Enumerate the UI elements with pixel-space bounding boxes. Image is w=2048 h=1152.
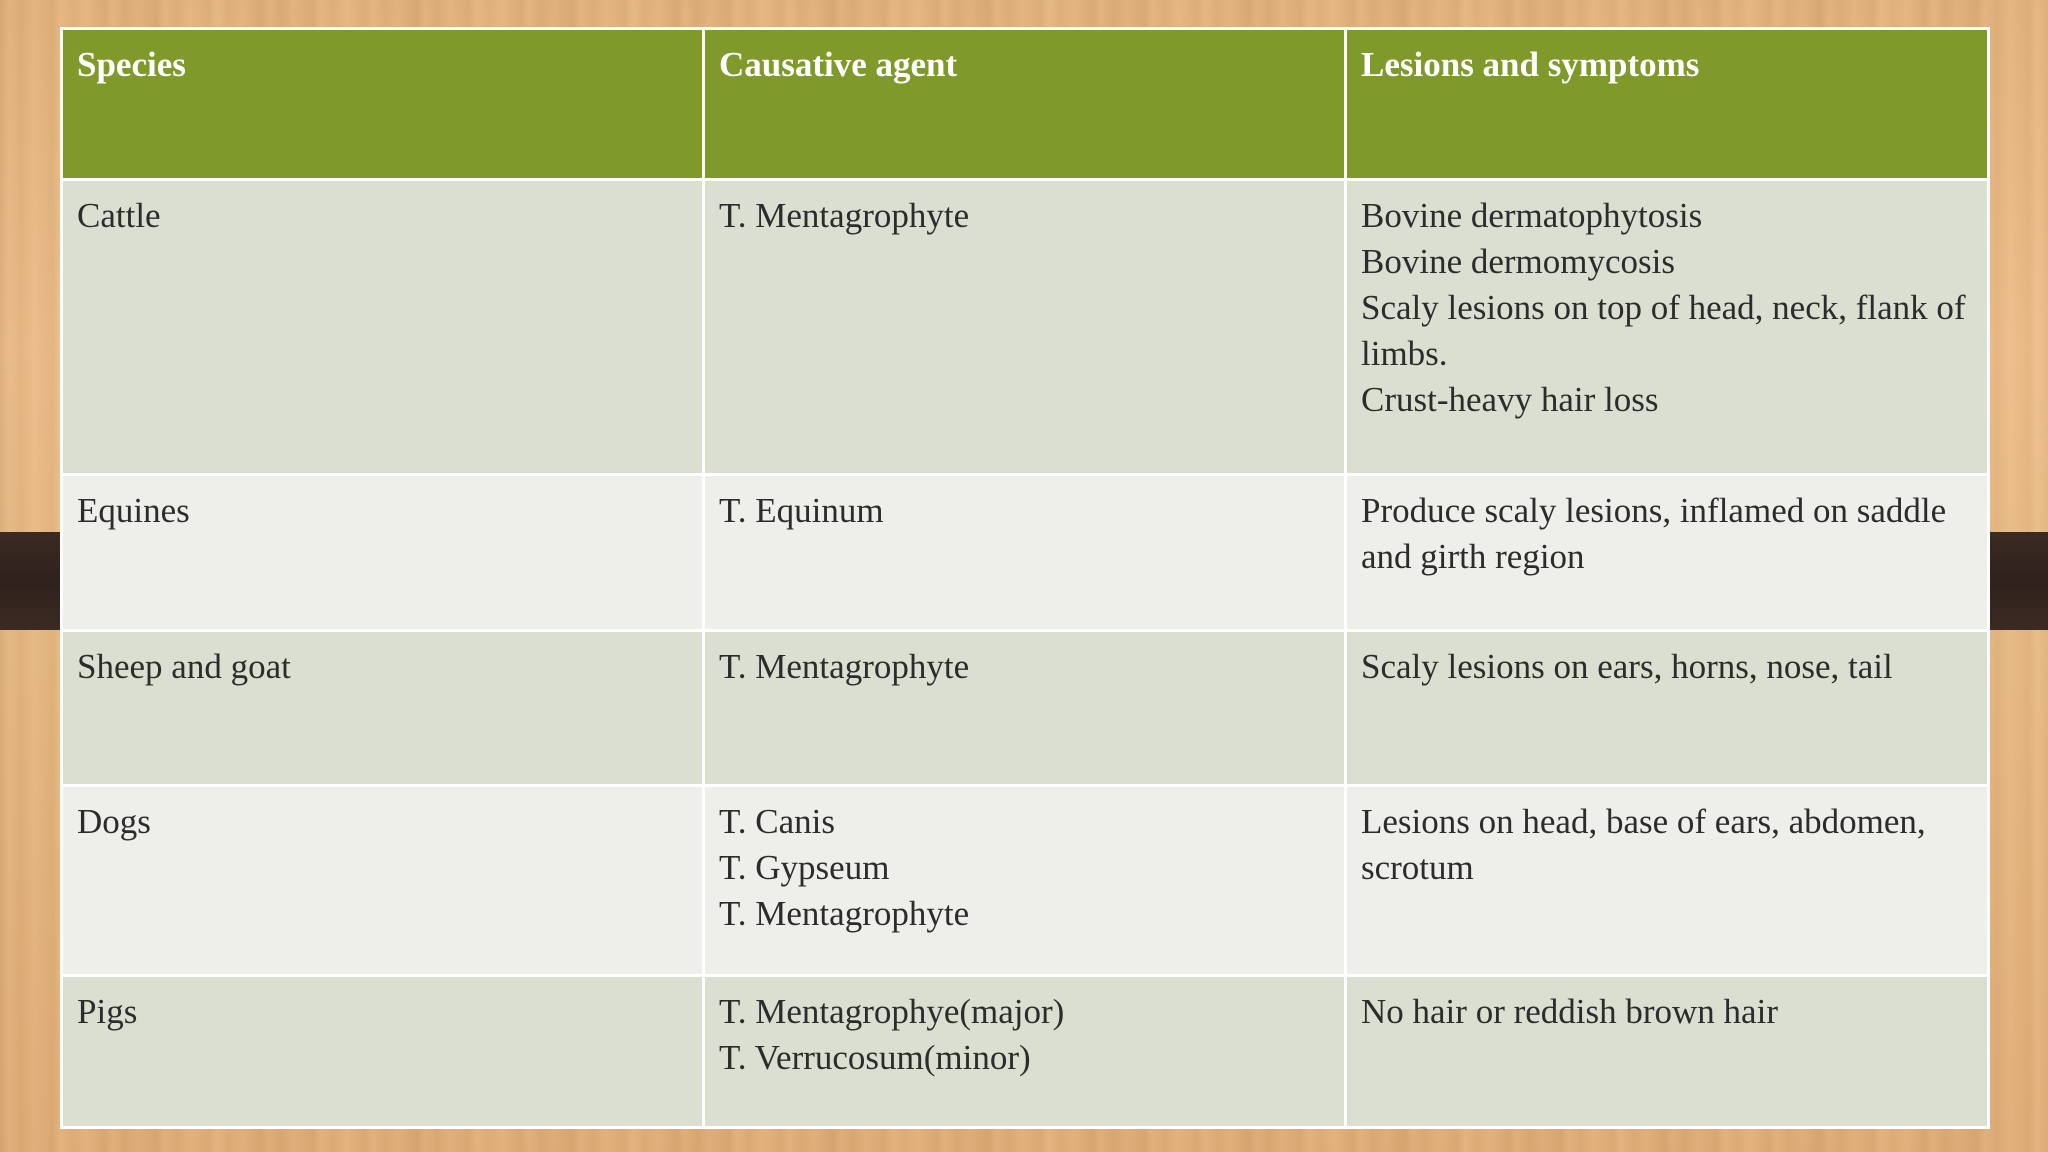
- cell-species: Equines: [62, 475, 704, 631]
- agent-line: T. Mentagrophyte: [719, 647, 970, 686]
- cell-species: Dogs: [62, 786, 704, 976]
- header-lesions-symptoms: Lesions and symptoms: [1346, 29, 1989, 180]
- lesion-line: Lesions on head, base of ears, abdomen, scrotum: [1361, 802, 1926, 887]
- agent-line: T. Equinum: [719, 491, 884, 530]
- cell-agent: [704, 475, 1346, 631]
- table-row: [62, 786, 1989, 976]
- lesion-line: Bovine dermomycosis: [1361, 242, 1675, 281]
- cell-agent: [704, 180, 1346, 475]
- lesion-line: Scaly lesions on top of head, neck, flank of limbs.: [1361, 288, 1966, 373]
- table-row: [62, 475, 1989, 631]
- cell-agent: [704, 976, 1346, 1128]
- cell-agent: [704, 631, 1346, 786]
- cell-species: Pigs: [62, 976, 704, 1128]
- lesion-line: Produce scaly lesions, inflamed on saddle and girth region: [1361, 491, 1947, 576]
- lesion-line: No hair or reddish brown hair: [1361, 992, 1778, 1031]
- agent-line: T. Mentagrophyte: [719, 196, 970, 235]
- cell-agent: [704, 786, 1346, 976]
- cell-lesions: [1346, 475, 1989, 631]
- cell-species: Cattle: [62, 180, 704, 475]
- table-header-row: [62, 29, 1989, 180]
- header-species: Species: [62, 29, 704, 180]
- dermatophytosis-table: [60, 27, 1990, 1129]
- lesion-line: Scaly lesions on ears, horns, nose, tail: [1361, 647, 1893, 686]
- table-row: [62, 180, 1989, 475]
- agent-line: T. Canis: [719, 802, 836, 841]
- cell-lesions: [1346, 631, 1989, 786]
- cell-lesions: [1346, 976, 1989, 1128]
- agent-line: T. Mentagrophyte: [719, 894, 970, 933]
- agent-line: T. Verrucosum(minor): [719, 1038, 1031, 1077]
- data-table-container: [60, 27, 1987, 1124]
- cell-lesions: [1346, 180, 1989, 475]
- lesion-line: Crust-heavy hair loss: [1361, 380, 1659, 419]
- lesion-line: Bovine dermatophytosis: [1361, 196, 1703, 235]
- agent-line: T. Gypseum: [719, 848, 890, 887]
- table-row: [62, 631, 1989, 786]
- header-causative-agent: Causative agent: [704, 29, 1346, 180]
- table-row: [62, 976, 1989, 1128]
- cell-lesions: [1346, 786, 1989, 976]
- agent-line: T. Mentagrophye(major): [719, 992, 1065, 1031]
- cell-species: Sheep and goat: [62, 631, 704, 786]
